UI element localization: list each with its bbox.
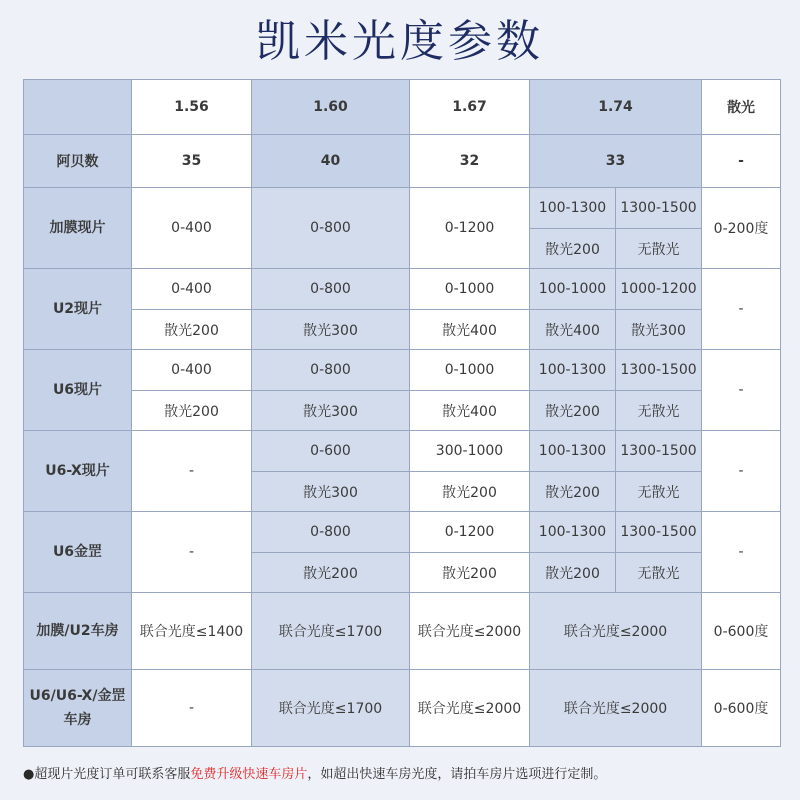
footnote: [23, 764, 783, 786]
row-label-u6: U6现片: [24, 350, 132, 431]
u6g-1-74b-bot: 无散光: [616, 553, 702, 593]
footnote-highlight: 免费升级快速车房片: [190, 767, 308, 782]
u6x-1-56: -: [132, 431, 252, 512]
u6-row-bottom: [24, 391, 781, 431]
u6-1-67-bot: 散光400: [410, 391, 530, 431]
u6-1-56-bot: 散光200: [132, 391, 252, 431]
coated-astig: 0-200度: [702, 188, 781, 269]
u6x-1-74b-top: 1300-1500: [616, 431, 702, 472]
u6g-1-56: -: [132, 512, 252, 593]
u6-1-60-top: 0-800: [252, 350, 410, 391]
coated-rx-1-60: 联合光度≤1700: [252, 593, 410, 670]
footnote-bullet: ●: [23, 767, 35, 782]
abbe-1-67: 32: [410, 135, 530, 188]
u2-row-bottom: [24, 310, 781, 350]
spec-table: [23, 79, 781, 747]
u6-rx-1-74: 联合光度≤2000: [530, 670, 702, 747]
u6-row-top: [24, 350, 781, 391]
coated-1-67: 0-1200: [410, 188, 530, 269]
coated-1-74b-top: 1300-1500: [616, 188, 702, 229]
header-1-67: 1.67: [410, 80, 530, 135]
row-label-u6x: U6-X现片: [24, 431, 132, 512]
u6g-astig: -: [702, 512, 781, 593]
u6x-1-74a-bot: 散光200: [530, 472, 616, 512]
abbe-row: [24, 135, 781, 188]
u6-rx-astig: 0-600度: [702, 670, 781, 747]
abbe-1-74: 33: [530, 135, 702, 188]
coated-1-56: 0-400: [132, 188, 252, 269]
u6g-1-60-top: 0-800: [252, 512, 410, 553]
u6-rx-row: [24, 670, 781, 747]
u6g-1-74a-bot: 散光200: [530, 553, 616, 593]
coated-rx-1-56: 联合光度≤1400: [132, 593, 252, 670]
header-1-56: 1.56: [132, 80, 252, 135]
footnote-text: 超现片光度订单可联系客服: [34, 767, 191, 782]
u6x-1-67-bot: 散光200: [410, 472, 530, 512]
row-label-u6g: U6金罡: [24, 512, 132, 593]
coated-rx-astig: 0-600度: [702, 593, 781, 670]
u6g-1-60-bot: 散光200: [252, 553, 410, 593]
u2-1-67-top: 0-1000: [410, 269, 530, 310]
row-label-u2: U2现片: [24, 269, 132, 350]
abbe-1-60: 40: [252, 135, 410, 188]
u6g-1-67-top: 0-1200: [410, 512, 530, 553]
u6x-1-67-top: 300-1000: [410, 431, 530, 472]
u2-1-74b-top: 1000-1200: [616, 269, 702, 310]
header-1-60: 1.60: [252, 80, 410, 135]
u6-rx-1-67: 联合光度≤2000: [410, 670, 530, 747]
u6-1-74a-top: 100-1300: [530, 350, 616, 391]
u6g-1-67-bot: 散光200: [410, 553, 530, 593]
u6-1-74b-bot: 无散光: [616, 391, 702, 431]
u2-1-60-bot: 散光300: [252, 310, 410, 350]
coated-1-60: 0-800: [252, 188, 410, 269]
u2-1-74b-bot: 散光300: [616, 310, 702, 350]
footnote-text-2: ，如超出快速车房光度，请拍车房片选项进行定制。: [307, 767, 607, 782]
coated-rx-row: [24, 593, 781, 670]
u6x-1-60-bot: 散光300: [252, 472, 410, 512]
row-label-abbe: 阿贝数: [24, 135, 132, 188]
abbe-astig: -: [702, 135, 781, 188]
u2-1-60-top: 0-800: [252, 269, 410, 310]
u6-1-56-top: 0-400: [132, 350, 252, 391]
coated-1-74a-top: 100-1300: [530, 188, 616, 229]
header-row: [24, 80, 781, 135]
u6-1-60-bot: 散光300: [252, 391, 410, 431]
coated-1-74b-bot: 无散光: [616, 229, 702, 269]
u2-1-56-bot: 散光200: [132, 310, 252, 350]
u6x-row-top: [24, 431, 781, 472]
coated-rx-1-74: 联合光度≤2000: [530, 593, 702, 670]
u6x-1-74a-top: 100-1300: [530, 431, 616, 472]
u6-rx-1-60: 联合光度≤1700: [252, 670, 410, 747]
u6g-1-74a-top: 100-1300: [530, 512, 616, 553]
row-label-coated: 加膜现片: [24, 188, 132, 269]
page-title: 凯米光度参数: [256, 16, 544, 67]
u2-1-74a-bot: 散光400: [530, 310, 616, 350]
coated-rx-1-67: 联合光度≤2000: [410, 593, 530, 670]
u6g-1-74b-top: 1300-1500: [616, 512, 702, 553]
header-astigmatism: 散光: [702, 80, 781, 135]
u6x-astig: -: [702, 431, 781, 512]
row-label-u6-rx: U6/U6-X/金罡车房: [24, 670, 132, 747]
coated-row-top: [24, 188, 781, 229]
u6-1-74b-top: 1300-1500: [616, 350, 702, 391]
u6g-row-top: [24, 512, 781, 553]
u2-1-56-top: 0-400: [132, 269, 252, 310]
u6x-1-60-top: 0-600: [252, 431, 410, 472]
u6-1-67-top: 0-1000: [410, 350, 530, 391]
coated-1-74a-bot: 散光200: [530, 229, 616, 269]
u2-row-top: [24, 269, 781, 310]
u2-1-74a-top: 100-1000: [530, 269, 616, 310]
u6-astig: -: [702, 350, 781, 431]
u6-rx-1-56: -: [132, 670, 252, 747]
u6x-1-74b-bot: 无散光: [616, 472, 702, 512]
u6-1-74a-bot: 散光200: [530, 391, 616, 431]
row-label-coated-rx: 加膜/U2车房: [24, 593, 132, 670]
header-corner: [24, 80, 132, 135]
header-1-74: 1.74: [530, 80, 702, 135]
abbe-1-56: 35: [132, 135, 252, 188]
u2-1-67-bot: 散光400: [410, 310, 530, 350]
u2-astig: -: [702, 269, 781, 350]
